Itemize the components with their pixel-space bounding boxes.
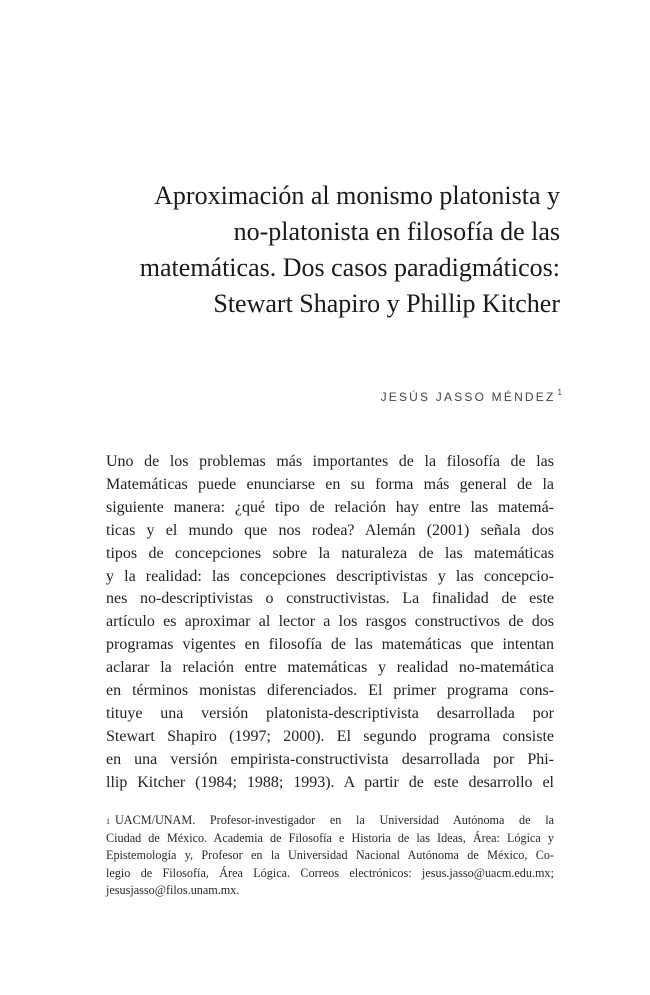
footnote-line: Epistemología y, Profesor en la Universidad Nacional Autónoma de México, Co- (106, 848, 554, 863)
footnote-text: UACM/UNAM. Profesor-investigador en la Universidad Autónoma de la (115, 813, 554, 827)
body-paragraph (106, 451, 554, 795)
footnote-line: Ciudad de México. Academia de Filosofía e Historia de las Ideas, Área: Lógica y (106, 830, 554, 845)
body-line: nes no-descriptivistas o constructivistas. La finalidad de este (106, 590, 554, 608)
body-line: Matemáticas puede enunciarse en su forma más general de la (106, 475, 554, 493)
footnote-marker: 1 (106, 817, 110, 826)
author-name: JESÚS JASSO MÉNDEZ (380, 390, 556, 404)
body-line: artículo es aproximar al lector a los rasgos constructivos de dos (106, 613, 554, 631)
author-byline (381, 390, 562, 404)
footnote (106, 812, 554, 900)
article-title (110, 178, 560, 322)
body-line: en términos monistas diferenciados. El primer programa cons- (106, 682, 554, 700)
footnote-line: legio de Filosofía, Área Lógica. Correos electrónicos: jesus.jasso@uacm.edu.mx; (106, 865, 554, 880)
footnote-line (106, 812, 554, 830)
body-line: y la realidad: las concepciones descriptivistas y las concepcio- (106, 567, 554, 585)
body-line: aclarar la relación entre matemáticas y realidad no-matemática (106, 659, 554, 677)
body-line: programas vigentes en filosofía de las matemáticas que intentan (106, 636, 554, 654)
author-footnote-marker: 1 (557, 388, 562, 397)
title-line: Stewart Shapiro y Phillip Kitcher (213, 289, 560, 318)
body-line: ticas y el mundo que nos rodea? Alemán (2001) señala dos (106, 521, 554, 539)
body-line: Uno de los problemas más importantes de la filosofía de las (106, 453, 554, 470)
title-line: Aproximación al monismo platonista y (154, 181, 560, 210)
footnote-line: jesusjasso@filos.unam.mx. (106, 883, 240, 898)
body-line: en una versión empirista-constructivista desarrollada por Phi- (106, 750, 554, 768)
body-line: tituye una versión platonista-descriptivista desarrollada por (106, 704, 554, 722)
body-line: llip Kitcher (1984; 1988; 1993). A partir de este desarrollo el (106, 773, 554, 791)
title-line: matemáticas. Dos casos paradigmáticos: (139, 253, 560, 282)
title-line: no-platonista en filosofía de las (233, 217, 560, 246)
body-line: siguiente manera: ¿qué tipo de relación hay entre las matemá- (106, 498, 554, 516)
body-line: tipos de concepciones sobre la naturaleza de las matemáticas (106, 544, 554, 562)
body-line: Stewart Shapiro (1997; 2000). El segundo programa consiste (106, 727, 554, 745)
